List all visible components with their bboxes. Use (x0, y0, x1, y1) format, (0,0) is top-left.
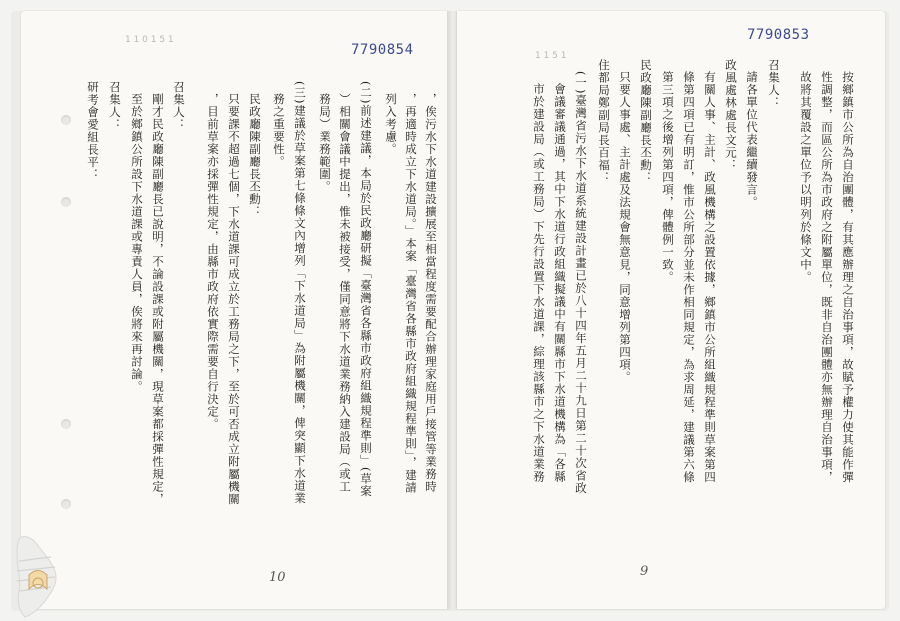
right-column-11: 只要人事處、主計處及法規會無意見，同意增列第四項。 (618, 71, 632, 384)
right-column-8: 條第四項已有明訂，惟市公所部分並未作相同規定，為求周延，建議第六條 (682, 71, 696, 484)
right-column-9: 第三項之後增列第四項，俾體例一致。 (661, 71, 675, 284)
right-column-15: 市於建設局（或工務局）下先行設置下水道課，綜理該縣市之下水道業務 (532, 83, 546, 483)
right-page (457, 11, 885, 609)
left-pencil-note: 1 1 0 1 5 1 (125, 35, 174, 45)
archive-logo (11, 531, 77, 621)
left-column-2: ，再適時成立下水道局。」本案「臺灣省各縣市政府組織規程準則」，建請 (404, 93, 418, 494)
binding-hole (61, 197, 71, 207)
right-column-2: 性調整，而區公所為市政府之附屬單位，既非自治團體亦無辦理自治事項， (820, 71, 834, 484)
left-column-15: 召集人： (108, 81, 122, 131)
right-column-12: 住都局鄭副局長百福： (597, 59, 611, 184)
right-column-3: 故將其覆設之單位予以明列於條文中。 (799, 71, 813, 284)
left-column-6: 務局）業務範圍。 (318, 93, 332, 193)
right-column-13: (一)臺灣省污水下水道系統建設計畫已於八十四年五月二十九日第二十次省政 (574, 71, 588, 495)
left-column-10: 只要課不超過七個，下水道課可成立於工務局之下，至於可否成立附屬機關 (227, 93, 241, 506)
right-column-5: 請各單位代表繼續發言。 (745, 71, 759, 209)
left-column-9: 民政廳陳副廳長丕勳： (248, 93, 262, 218)
left-column-13: 剛才民政廳陳副廳長已說明，不論設課或附屬機關，現草案都採彈性規定， (151, 93, 165, 506)
left-column-8: 務之重要性。 (272, 93, 286, 168)
left-column-5: ）相關會議中提出，惟未被接受，僅同意將下水道業務納入建設局（或工 (338, 93, 352, 493)
right-column-14: 會議審議通過，其中下水道行政組織擬議中有關縣市下水道機構為「各縣 (553, 83, 567, 483)
right-column-10: 民政廳陳副廳長丕勳： (639, 59, 653, 184)
left-column-16: 研考會愛組長平： (86, 81, 100, 181)
left-page (21, 11, 449, 609)
right-column-6: 政風處林處長文元： (724, 59, 738, 172)
left-column-11: ，目前草案亦採彈性規定，由縣市政府依實際需要自行決定。 (206, 93, 220, 431)
binding-hole (61, 499, 71, 509)
left-page-number: 10 (269, 570, 286, 585)
right-page-number: 9 (640, 564, 649, 579)
binding-hole (61, 115, 71, 125)
left-column-12: 召集人： (172, 81, 186, 131)
left-serial-number: 7790854 (351, 42, 414, 58)
right-pencil-note: 1 1 5 1 (535, 51, 567, 61)
right-column-4: 召集人： (767, 59, 781, 109)
left-column-3: 列入考慮。 (384, 93, 398, 156)
left-column-7: (三)建議於草案第七條條文內增列「下水道局」為附屬機關，俾突顯下水道業 (293, 81, 307, 505)
left-column-4: (二)前述建議，本局於民政廳研擬「臺灣省各縣市政府組織規程準則」(草案 (359, 81, 373, 498)
left-column-1: ，俟污水下水道建設擴展至相當程度需要配合辦理家庭用戶接管等業務時 (424, 93, 438, 493)
right-column-7: 有關人事、主計、政風機構之設置依據，鄉鎮市公所組織規程準則草案第四 (703, 71, 717, 484)
left-column-14: 至於鄉鎮公所設下水道課或專責人員，俟將來再討論。 (130, 93, 144, 393)
document-spread (11, 11, 889, 611)
right-serial-number: 7790853 (747, 27, 810, 43)
binding-hole (61, 419, 71, 429)
right-column-1: 按鄉鎮市公所為自治團體，有其應辦理之自治事項，故賦予權力使其能作彈 (841, 71, 855, 484)
